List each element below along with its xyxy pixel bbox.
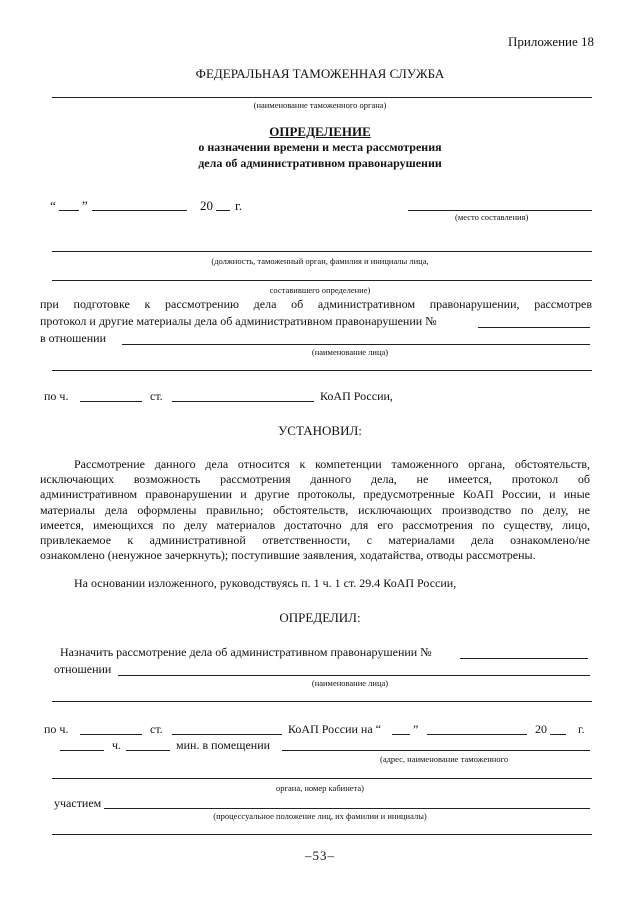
koap-label: КоАП России, xyxy=(320,389,393,403)
decision-month-field[interactable] xyxy=(427,734,527,735)
assign-text: Назначить рассмотрение дела об административном правонарушении № xyxy=(60,645,432,659)
participants-line-2[interactable] xyxy=(52,834,592,835)
service-name: ФЕДЕРАЛЬНАЯ ТАМОЖЕННАЯ СЛУЖБА xyxy=(195,66,445,81)
decision-part-field[interactable] xyxy=(80,734,142,735)
determined-heading: ОПРЕДЕЛИЛ: xyxy=(279,610,361,625)
findings-line: Рассмотрение данного дела относится к компетенции таможенного органа, обстоятельств, xyxy=(74,457,590,471)
drafter-caption: составившего определение) xyxy=(269,285,371,295)
decision-day-field[interactable] xyxy=(392,734,410,735)
decision-quote-close: ” xyxy=(413,722,419,736)
hour-label: ч. xyxy=(112,738,122,752)
article-label: ст. xyxy=(150,389,163,403)
page-number: –53– xyxy=(305,848,335,863)
person-caption: (наименование лица) xyxy=(311,347,389,357)
organ-line xyxy=(52,97,592,98)
room-caption: органа, номер кабинета) xyxy=(276,783,364,793)
place-caption: (место составления) xyxy=(455,212,529,222)
date-quote-close: ” xyxy=(82,198,88,213)
participants-field[interactable] xyxy=(104,808,590,809)
decision-part-label: по ч. xyxy=(44,722,69,736)
room-field[interactable] xyxy=(282,750,590,751)
findings-line: ознакомлено (ненужное зачеркнуть); поступившие заявления, ходатайства, отводы рассмотрены. xyxy=(40,548,536,563)
organ-caption: (наименование таможенного органа) xyxy=(253,100,387,110)
participation-label: участием xyxy=(54,796,102,810)
year-field[interactable] xyxy=(216,210,230,211)
decision-article-field[interactable] xyxy=(172,734,282,735)
findings-paragraph xyxy=(40,457,590,563)
hour-field[interactable] xyxy=(60,750,104,751)
participants-caption: (процессуальное положение лиц, их фамилии и инициалы) xyxy=(213,811,427,821)
findings-line: исключающих возможность рассмотрения данного дела, не имеется, протокол об xyxy=(40,472,590,487)
decision-year-suffix: г. xyxy=(578,722,585,736)
day-field[interactable] xyxy=(59,210,79,211)
person-field[interactable] xyxy=(122,344,590,345)
doc-title: ОПРЕДЕЛЕНИЕ xyxy=(269,124,371,139)
decision-article-label: ст. xyxy=(150,722,163,736)
case-number-field[interactable] xyxy=(478,327,590,328)
year-suffix: г. xyxy=(235,198,243,213)
decision-year-prefix: 20 xyxy=(535,722,547,736)
intro-line-2: протокол и другие материалы дела об административном правонарушении № xyxy=(40,314,437,328)
person-line-2[interactable] xyxy=(52,370,592,371)
appendix-label: Приложение 18 xyxy=(508,34,595,49)
minute-label: мин. в помещении xyxy=(176,738,271,752)
findings-line: материалы дела оформлены правильно; обстоятельств, исключающих производство по делу, не xyxy=(40,502,590,517)
decision-person-caption: (наименование лица) xyxy=(311,678,389,688)
year-prefix: 20 xyxy=(200,198,213,213)
position-line-2[interactable] xyxy=(52,280,592,281)
findings-line: привлекаемое к административной ответственности, с материалами дела ознакомлено/не xyxy=(40,533,590,548)
doc-subtitle-1: о назначении времени и места рассмотрения xyxy=(198,140,442,154)
article-part-field[interactable] xyxy=(80,401,142,402)
intro-line-1: при подготовке к рассмотрению дела об административном правонарушении, рассмотрев xyxy=(40,297,592,311)
decision-person-field[interactable] xyxy=(118,675,590,676)
address-caption: (адрес, наименование таможенного xyxy=(380,754,509,764)
article-field[interactable] xyxy=(172,401,314,402)
place-field[interactable] xyxy=(408,210,592,211)
findings-line: имеется, имеющихся по делу материалов достаточно для его рассмотрения по существу, лицо, xyxy=(40,517,590,532)
decision-year-field[interactable] xyxy=(550,734,566,735)
decision-case-number-field[interactable] xyxy=(460,658,588,659)
date-quote-open: “ xyxy=(50,198,56,213)
established-heading: УСТАНОВИЛ: xyxy=(278,423,362,438)
month-field[interactable] xyxy=(92,210,187,211)
intro-line-3: в отношении xyxy=(40,331,107,345)
article-part-label: по ч. xyxy=(44,389,69,403)
doc-subtitle-2: дела об административном правонарушении xyxy=(198,156,442,170)
basis-text: На основании изложенного, руководствуясь п. 1 ч. 1 ст. 29.4 КоАП России, xyxy=(74,576,457,590)
position-caption: (должность, таможенный орган, фамилия и инициалы лица, xyxy=(211,256,429,266)
decision-koap-label: КоАП России на “ xyxy=(288,722,381,736)
findings-line: административном правонарушении и другие протоколы, предусмотренные КоАП России, и иные xyxy=(40,487,590,502)
in-relation-label: отношении xyxy=(54,662,112,676)
position-line-1[interactable] xyxy=(52,251,592,252)
decision-person-line-2[interactable] xyxy=(52,701,592,702)
minute-field[interactable] xyxy=(126,750,170,751)
room-line-2[interactable] xyxy=(52,778,592,779)
